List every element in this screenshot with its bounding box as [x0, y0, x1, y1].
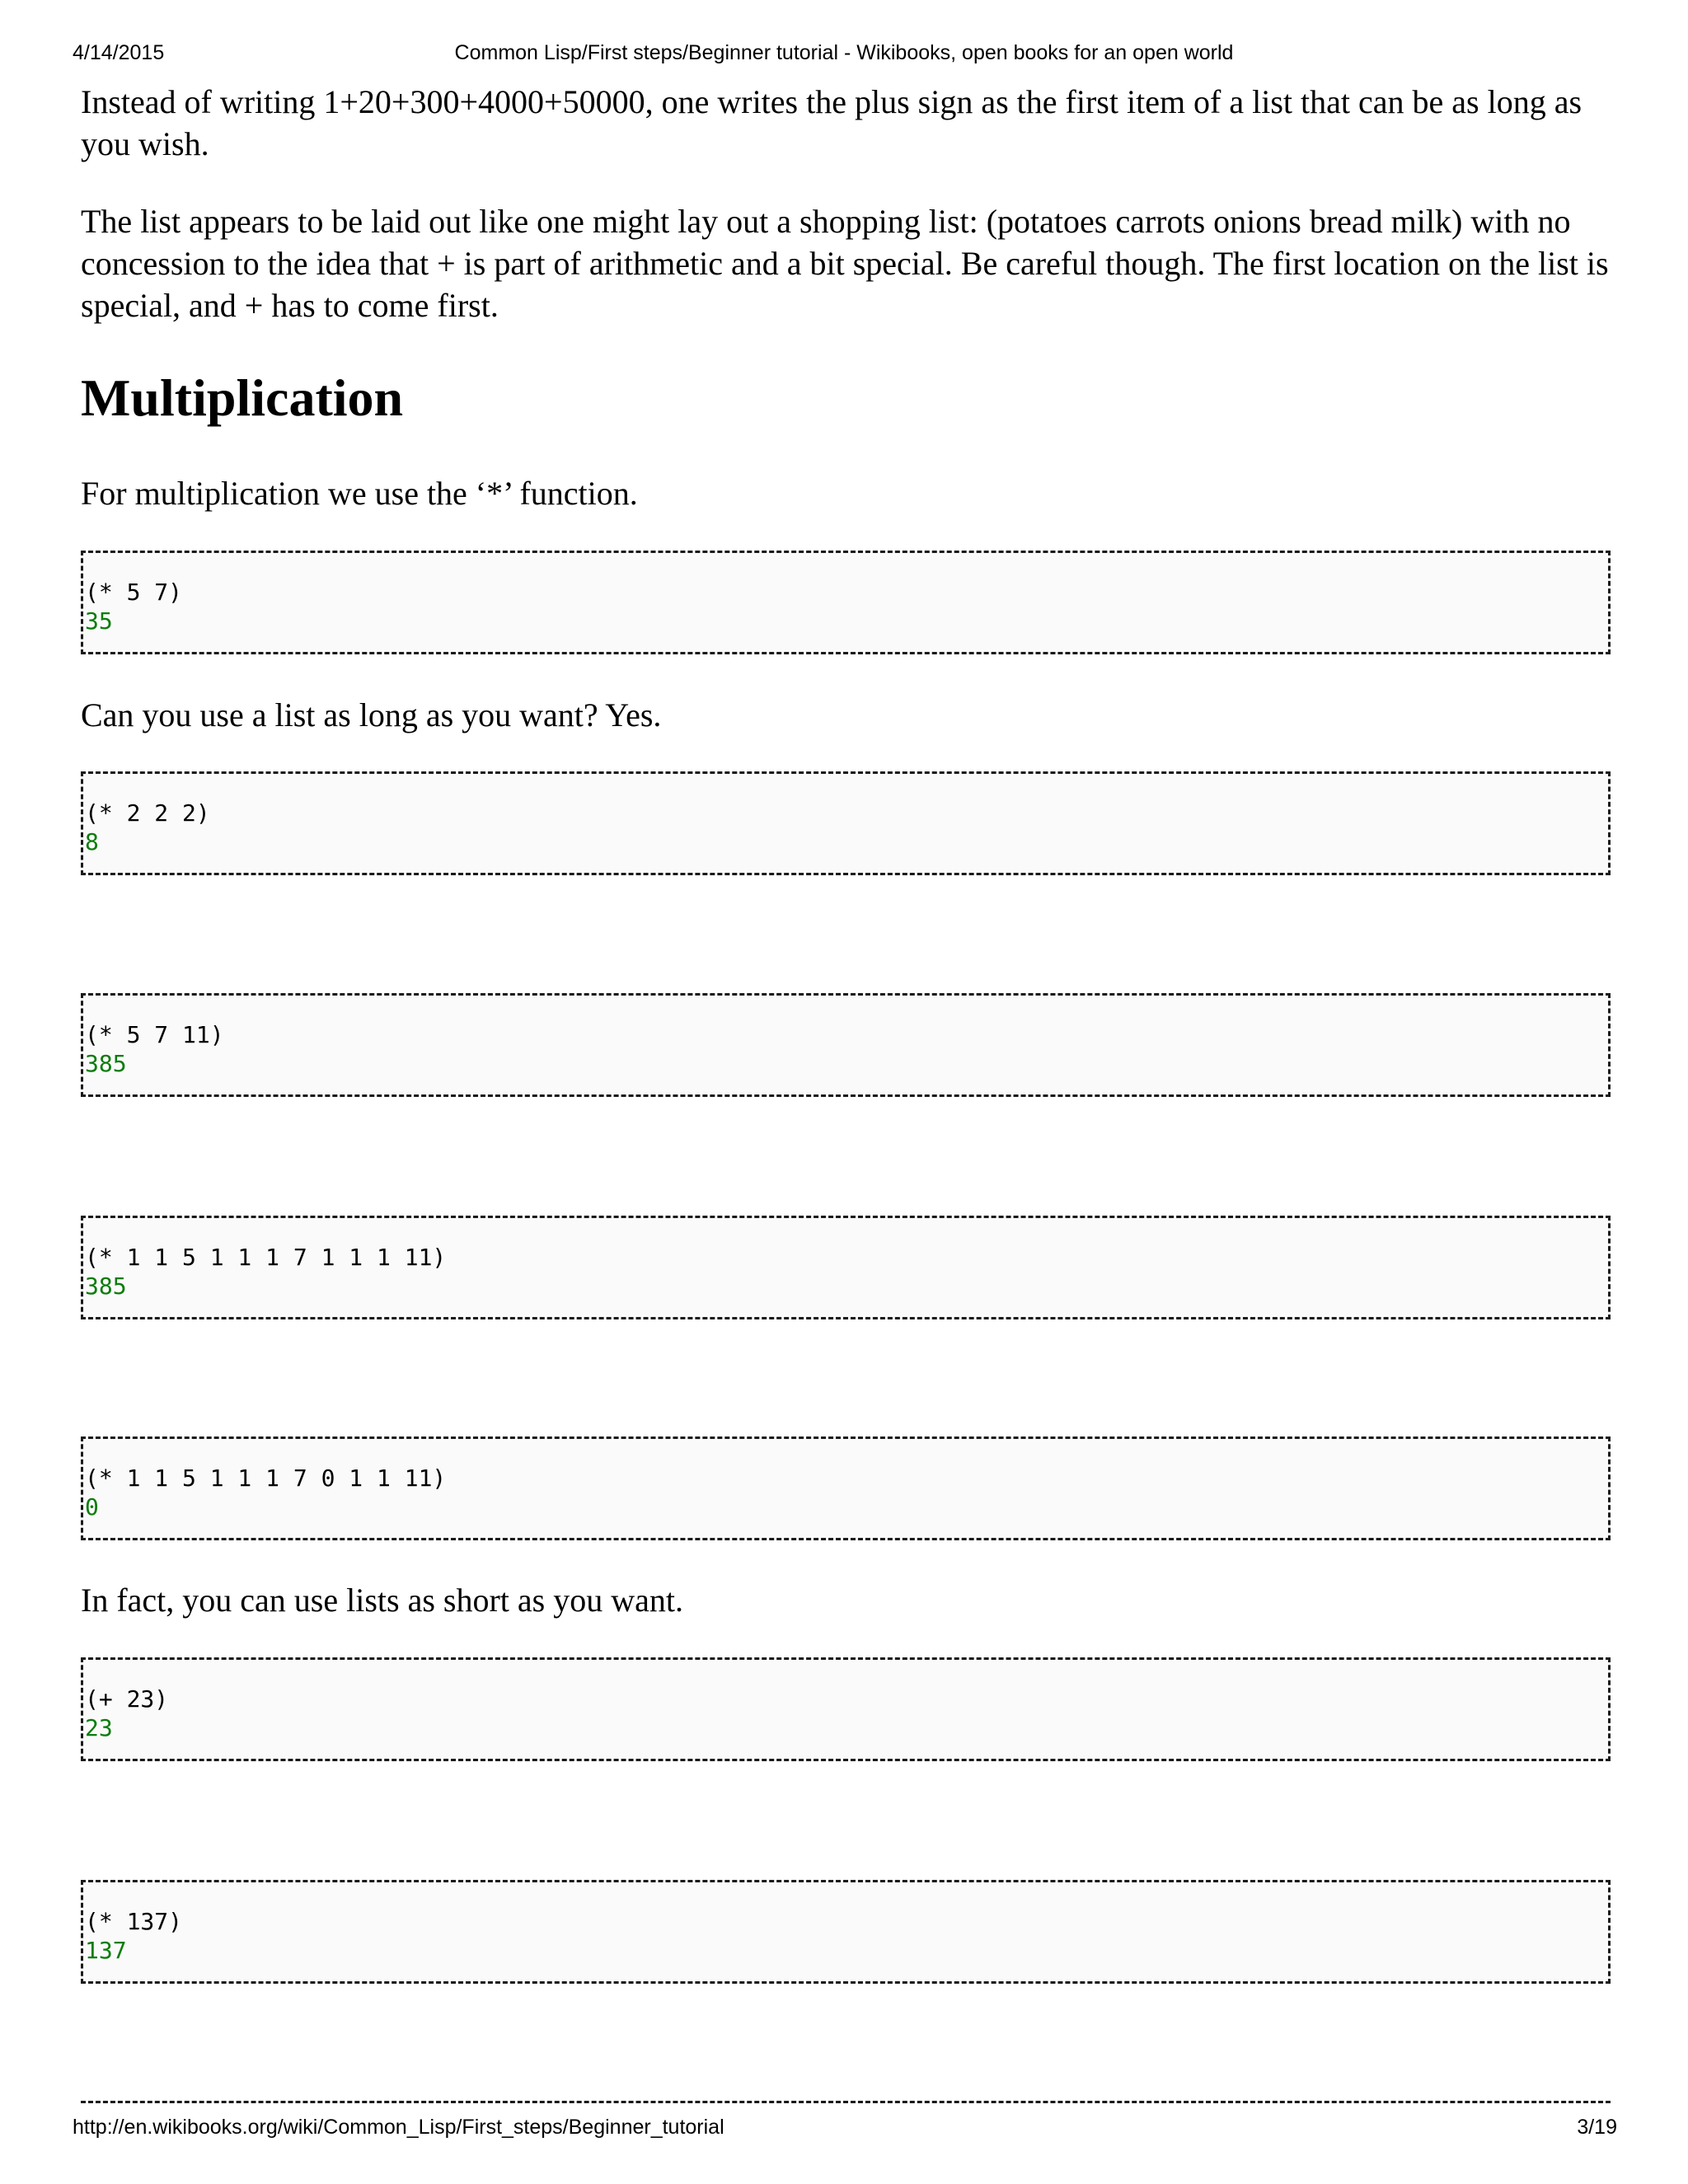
- section-heading-multiplication: Multiplication: [81, 368, 404, 427]
- code-output: 0: [85, 1493, 99, 1521]
- code-block: [81, 1657, 1611, 1761]
- paragraph-multiplication-intro: For multiplication we use the ‘*’ function.: [81, 475, 638, 512]
- code-input: (* 5 7 11): [85, 1021, 224, 1048]
- code-output: 137: [85, 1937, 127, 1964]
- print-page-number: 3/19: [1577, 2116, 1617, 2139]
- code-block: [81, 993, 1611, 1097]
- print-header: [0, 41, 1688, 69]
- code-output: 23: [85, 1714, 113, 1741]
- paragraph-short-lists: In fact, you can use lists as short as you want.: [81, 1582, 683, 1619]
- code-output: 35: [85, 607, 113, 635]
- paragraph-intro-plus: Instead of writing 1+20+300+4000+50000, one writes the plus sign as the first item of a list that can be as long as you wish.: [81, 83, 1582, 162]
- code-input: (* 1 1 5 1 1 1 7 0 1 1 11): [85, 1465, 447, 1492]
- paragraph-shopping-list: The list appears to be laid out like one might lay out a shopping list: (potatoes carrots onions bread milk) with no concession to the idea that + is part of arithmetic and a bit special. Be careful though. The first location on the list is special, and + has to come first.: [81, 203, 1609, 324]
- code-block: [81, 1436, 1611, 1540]
- code-input: (* 1 1 5 1 1 1 7 1 1 1 11): [85, 1244, 447, 1271]
- code-output: 8: [85, 828, 99, 855]
- code-block: [81, 1880, 1611, 1984]
- code-input: (* 137): [85, 1908, 183, 1935]
- code-input: (* 2 2 2): [85, 799, 210, 827]
- code-output: 385: [85, 1272, 127, 1300]
- print-footer: [0, 2116, 1688, 2144]
- print-title: Common Lisp/First steps/Beginner tutorial - Wikibooks, open books for an open world: [454, 41, 1234, 64]
- code-output: 385: [85, 1050, 127, 1077]
- print-url: http://en.wikibooks.org/wiki/Common_Lisp/First_steps/Beginner_tutorial: [73, 2116, 724, 2139]
- code-block: [81, 1216, 1611, 1319]
- paragraph-list-length: Can you use a list as long as you want? Yes.: [81, 696, 662, 733]
- code-input: (* 5 7): [85, 579, 183, 606]
- code-block: [81, 771, 1611, 875]
- print-date: 4/14/2015: [73, 41, 165, 64]
- code-block-continued-edge: [81, 2101, 1611, 2103]
- code-input: (+ 23): [85, 1685, 169, 1713]
- code-block: [81, 551, 1611, 654]
